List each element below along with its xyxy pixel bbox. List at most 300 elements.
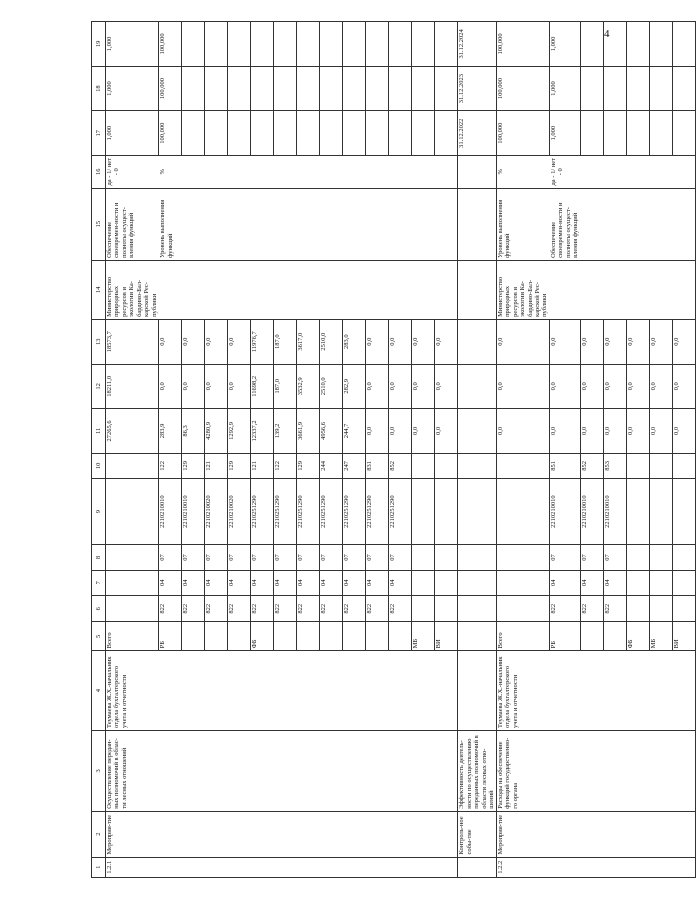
table-cell — [412, 595, 435, 622]
table-cell — [251, 857, 274, 877]
table-cell — [435, 479, 458, 545]
table-cell: 0,0 — [626, 409, 649, 454]
table-cell: 4280,9 — [205, 409, 228, 454]
table-cell — [649, 155, 672, 188]
table-cell — [205, 260, 228, 319]
table-row — [274, 22, 297, 878]
table-cell — [549, 811, 580, 857]
table-row — [228, 22, 251, 878]
table-cell — [228, 811, 251, 857]
table-cell: 04 — [228, 570, 251, 595]
table-cell — [435, 545, 458, 570]
table-cell: 0,0 — [549, 319, 580, 364]
table-cell: 2510,0 — [320, 319, 343, 364]
table-cell: 31.12.2022 — [458, 111, 496, 156]
table-cell — [205, 857, 228, 877]
table-cell — [106, 595, 159, 622]
table-cell — [412, 545, 435, 570]
table-cell: 07 — [251, 545, 274, 570]
table-cell: 851 — [549, 453, 580, 478]
table-cell — [274, 651, 297, 731]
table-row — [672, 22, 695, 878]
table-cell: Всего — [496, 622, 549, 651]
table-cell — [182, 155, 205, 188]
table-cell: 04 — [159, 570, 182, 595]
table-cell — [603, 651, 626, 731]
table-cell — [649, 595, 672, 622]
table-cell — [458, 155, 496, 188]
column-number: 18 — [92, 66, 106, 111]
table-cell — [672, 595, 695, 622]
column-number: 9 — [92, 479, 106, 545]
table-cell: 04 — [182, 570, 205, 595]
table-cell: 07 — [549, 545, 580, 570]
table-cell — [274, 155, 297, 188]
table-cell: 822 — [389, 595, 412, 622]
table-cell — [435, 111, 458, 156]
table-cell — [603, 66, 626, 111]
table-cell: 07 — [182, 545, 205, 570]
table-cell: Эффективность деятель-ности по осуществлению переданных полномочий в области лесных отно-шений — [458, 730, 496, 811]
table-cell — [297, 66, 320, 111]
table-cell: 0,0 — [389, 319, 412, 364]
column-number: 4 — [92, 651, 106, 731]
table-cell — [205, 155, 228, 188]
table-cell: 04 — [389, 570, 412, 595]
table-row — [182, 22, 205, 878]
table-cell — [603, 155, 626, 188]
table-cell: Теумаева Ж.Х.-начальник отдела бухгалтерского учета и отчетности — [496, 651, 549, 731]
table-cell — [228, 66, 251, 111]
table-cell — [182, 730, 205, 811]
table-row — [106, 22, 159, 878]
table-cell: 2210210010 — [549, 479, 580, 545]
table-cell: 822 — [297, 595, 320, 622]
table-cell — [603, 188, 626, 260]
table-cell — [649, 651, 672, 731]
table-cell: 244 — [320, 453, 343, 478]
table-cell — [274, 66, 297, 111]
table-cell: Расходы на обеспечение функций государственно-го органа — [496, 730, 549, 811]
table-cell: 1292,9 — [228, 409, 251, 454]
table-cell — [672, 479, 695, 545]
table-cell — [297, 622, 320, 651]
table-cell: 1,000 — [549, 66, 580, 111]
table-cell: 0,0 — [672, 409, 695, 454]
table-cell — [672, 111, 695, 156]
table-cell — [626, 66, 649, 111]
table-cell: РБ — [159, 622, 182, 651]
table-cell — [205, 622, 228, 651]
table-cell: 2210251290 — [343, 479, 366, 545]
table-cell — [626, 730, 649, 811]
table-cell: 100,000 — [159, 111, 182, 156]
table-cell — [412, 111, 435, 156]
table-cell: да - 1/ нет - 0 — [106, 155, 159, 188]
table-cell: 0,0 — [672, 319, 695, 364]
table-cell — [182, 651, 205, 731]
table-cell — [389, 66, 412, 111]
table-cell: 100,000 — [496, 111, 549, 156]
table-cell: 852 — [389, 453, 412, 478]
table-cell: 129 — [297, 453, 320, 478]
table-cell: 0,0 — [580, 409, 603, 454]
table-cell — [496, 479, 549, 545]
table-cell: 0,0 — [649, 319, 672, 364]
table-cell: 07 — [389, 545, 412, 570]
table-cell: 2210210010 — [159, 479, 182, 545]
table-cell — [626, 857, 649, 877]
table-cell — [182, 188, 205, 260]
table-cell — [366, 188, 389, 260]
table-cell — [435, 66, 458, 111]
table-cell — [672, 545, 695, 570]
table-cell — [672, 570, 695, 595]
table-cell: 0,0 — [389, 409, 412, 454]
table-cell: 31.12.2024 — [458, 22, 496, 67]
table-cell — [297, 260, 320, 319]
table-cell — [320, 22, 343, 67]
table-cell: 07 — [580, 545, 603, 570]
table-cell: 853 — [603, 453, 626, 478]
table-cell: 0,0 — [496, 364, 549, 409]
table-cell — [626, 188, 649, 260]
table-cell — [274, 857, 297, 877]
table-cell — [580, 22, 603, 67]
table-cell — [343, 811, 366, 857]
table-cell: 0,0 — [580, 364, 603, 409]
table-cell: 852 — [580, 453, 603, 478]
table-cell — [458, 857, 496, 877]
table-cell — [496, 570, 549, 595]
table-cell: 822 — [274, 595, 297, 622]
table-cell — [343, 730, 366, 811]
table-cell: 187,0 — [274, 319, 297, 364]
table-row — [603, 22, 626, 878]
table-cell — [366, 260, 389, 319]
table-cell — [228, 260, 251, 319]
table-cell: 100,000 — [496, 66, 549, 111]
table-cell: 27265,6 — [106, 409, 159, 454]
table-cell: 822 — [343, 595, 366, 622]
table-row — [320, 22, 343, 878]
table-cell: ВИ — [672, 622, 695, 651]
table-cell — [458, 260, 496, 319]
table-cell — [603, 22, 626, 67]
column-number: 1 — [92, 857, 106, 877]
table-cell — [320, 730, 343, 811]
table-cell — [205, 188, 228, 260]
column-number: 10 — [92, 453, 106, 478]
table-cell — [205, 111, 228, 156]
table-cell — [366, 22, 389, 67]
table-cell: 822 — [205, 595, 228, 622]
table-row — [343, 22, 366, 878]
table-cell: 0,0 — [626, 319, 649, 364]
table-cell: 822 — [549, 595, 580, 622]
table-cell: Министерство природных ресурсов и экологии Ка-бардино-Бал-карской Рес-публики — [496, 260, 549, 319]
table-cell: 4956,6 — [320, 409, 343, 454]
table-cell: 822 — [228, 595, 251, 622]
table-cell — [274, 811, 297, 857]
table-row — [458, 22, 496, 878]
table-cell — [389, 811, 412, 857]
table-cell — [228, 857, 251, 877]
table-cell — [320, 651, 343, 731]
table-cell — [458, 479, 496, 545]
table-cell — [649, 260, 672, 319]
table-cell — [412, 188, 435, 260]
table-cell — [251, 155, 274, 188]
table-cell: 1,000 — [549, 22, 580, 67]
table-cell — [182, 66, 205, 111]
column-number: 16 — [92, 155, 106, 188]
table-cell: 86,3 — [182, 409, 205, 454]
table-cell — [435, 155, 458, 188]
table-cell: ВИ — [435, 622, 458, 651]
table-cell — [649, 66, 672, 111]
table-cell — [435, 188, 458, 260]
table-cell — [159, 811, 182, 857]
table-cell: Уровень выполнения функций — [496, 188, 549, 260]
table-row — [205, 22, 228, 878]
column-number: 2 — [92, 811, 106, 857]
table-cell: 07 — [366, 545, 389, 570]
table-cell: 11976,7 — [251, 319, 274, 364]
table-cell — [412, 155, 435, 188]
table-cell — [549, 651, 580, 731]
table-cell — [435, 570, 458, 595]
table-cell — [205, 811, 228, 857]
column-number: 11 — [92, 409, 106, 454]
table-cell — [580, 730, 603, 811]
table-cell — [435, 651, 458, 731]
table-cell — [251, 111, 274, 156]
table-cell: 1.2.2 — [496, 857, 549, 877]
table-cell — [343, 111, 366, 156]
table-cell — [205, 730, 228, 811]
table-cell — [603, 260, 626, 319]
table-cell — [274, 622, 297, 651]
table-cell — [274, 22, 297, 67]
table-cell — [580, 155, 603, 188]
table-cell: 2210210010 — [182, 479, 205, 545]
table-cell — [205, 651, 228, 731]
table-cell — [672, 453, 695, 478]
table-cell: 18573,7 — [106, 319, 159, 364]
table-cell: 0,0 — [412, 409, 435, 454]
table-cell — [297, 188, 320, 260]
table-cell — [549, 260, 580, 319]
table-cell: 0,0 — [549, 409, 580, 454]
table-cell — [626, 595, 649, 622]
table-cell — [672, 155, 695, 188]
table-cell — [458, 409, 496, 454]
table-cell: 2210251290 — [297, 479, 320, 545]
table-cell: 122 — [159, 453, 182, 478]
table-row — [297, 22, 320, 878]
table-cell — [366, 857, 389, 877]
table-cell: 100,000 — [496, 22, 549, 67]
table-cell: Уровень выполнения функций — [159, 188, 182, 260]
page-number: 4 — [604, 28, 610, 40]
table-cell — [320, 622, 343, 651]
table-cell: 3532,9 — [297, 364, 320, 409]
table-cell — [580, 857, 603, 877]
table-cell — [228, 651, 251, 731]
table-cell: 1,000 — [106, 111, 159, 156]
table-cell — [366, 730, 389, 811]
table-cell — [274, 260, 297, 319]
table-cell — [343, 651, 366, 731]
table-cell: 04 — [580, 570, 603, 595]
table-cell — [320, 66, 343, 111]
table-cell: РБ — [549, 622, 580, 651]
table-cell: 04 — [366, 570, 389, 595]
table-cell: 244,7 — [343, 409, 366, 454]
table-cell: МБ — [412, 622, 435, 651]
table-cell — [626, 811, 649, 857]
table-cell — [106, 545, 159, 570]
table-cell: 2210251290 — [274, 479, 297, 545]
table-cell — [182, 622, 205, 651]
table-cell — [649, 453, 672, 478]
table-cell — [251, 730, 274, 811]
column-number: 17 — [92, 111, 106, 156]
table-cell — [389, 730, 412, 811]
table-cell: 0,0 — [626, 364, 649, 409]
column-number: 3 — [92, 730, 106, 811]
table-cell — [412, 66, 435, 111]
table-cell — [672, 260, 695, 319]
column-number: 14 — [92, 260, 106, 319]
table-cell — [389, 22, 412, 67]
table-cell: 2210210020 — [205, 479, 228, 545]
table-cell: МБ — [649, 622, 672, 651]
table-cell: 282,9 — [343, 364, 366, 409]
table-cell: 0,0 — [366, 409, 389, 454]
table-cell — [580, 622, 603, 651]
table-cell — [274, 111, 297, 156]
table-cell — [458, 622, 496, 651]
table-cell — [435, 730, 458, 811]
table-cell — [435, 857, 458, 877]
table-cell — [649, 479, 672, 545]
table-cell: 04 — [297, 570, 320, 595]
table-cell — [366, 622, 389, 651]
table-cell — [228, 730, 251, 811]
table-cell — [228, 622, 251, 651]
table-cell — [343, 857, 366, 877]
table-cell — [435, 595, 458, 622]
table-cell — [320, 188, 343, 260]
table-cell — [182, 811, 205, 857]
table-cell — [626, 651, 649, 731]
column-number: 12 — [92, 364, 106, 409]
table-cell — [672, 730, 695, 811]
table-cell — [251, 188, 274, 260]
table-cell — [549, 730, 580, 811]
table-cell — [366, 111, 389, 156]
table-cell: 0,0 — [672, 364, 695, 409]
table-cell: 3617,0 — [297, 319, 320, 364]
table-cell: 2210251290 — [320, 479, 343, 545]
table-cell — [182, 260, 205, 319]
table-cell — [343, 188, 366, 260]
table-cell: 0,0 — [412, 319, 435, 364]
table-cell — [412, 857, 435, 877]
table-cell — [228, 22, 251, 67]
table-cell: 283,9 — [159, 409, 182, 454]
table-cell — [672, 651, 695, 731]
table-cell: 0,0 — [389, 364, 412, 409]
table-cell: Обеспечение своевремен-ности и полноты осущест-вления функций — [106, 188, 159, 260]
table-cell: 07 — [228, 545, 251, 570]
table-cell: 2210210010 — [580, 479, 603, 545]
table-cell — [343, 260, 366, 319]
table-cell — [626, 260, 649, 319]
table-cell — [251, 651, 274, 731]
table-cell: 0,0 — [603, 364, 626, 409]
table-cell — [580, 188, 603, 260]
table-cell — [496, 545, 549, 570]
table-row — [496, 22, 549, 878]
table-cell: 2210251290 — [251, 479, 274, 545]
table-cell — [389, 111, 412, 156]
table-cell — [626, 479, 649, 545]
table-cell — [343, 155, 366, 188]
table-cell: 0,0 — [228, 319, 251, 364]
table-cell: Мероприя-тие — [496, 811, 549, 857]
table-cell: 0,0 — [649, 364, 672, 409]
table-cell — [297, 857, 320, 877]
table-cell — [251, 811, 274, 857]
table-cell — [297, 811, 320, 857]
table-row — [412, 22, 435, 878]
table-cell: Контроль-ное собы-тие — [458, 811, 496, 857]
table-cell — [320, 811, 343, 857]
table-cell — [603, 111, 626, 156]
table-cell: 1,000 — [106, 66, 159, 111]
table-cell — [182, 22, 205, 67]
table-cell: % — [159, 155, 182, 188]
table-cell — [603, 857, 626, 877]
table-cell — [626, 453, 649, 478]
table-cell — [458, 319, 496, 364]
table-cell: 822 — [320, 595, 343, 622]
table-cell — [228, 188, 251, 260]
table-cell: 04 — [320, 570, 343, 595]
table-cell: 0,0 — [580, 319, 603, 364]
table-cell: 831 — [366, 453, 389, 478]
table-cell — [159, 857, 182, 877]
table-cell: 2510,0 — [320, 364, 343, 409]
table-cell — [320, 111, 343, 156]
table-cell — [412, 260, 435, 319]
table-cell — [672, 811, 695, 857]
table-cell — [649, 111, 672, 156]
table-cell — [458, 570, 496, 595]
table-cell: 07 — [274, 545, 297, 570]
table-cell — [412, 651, 435, 731]
table-cell — [274, 188, 297, 260]
table-cell — [366, 651, 389, 731]
table-cell: 0,0 — [603, 409, 626, 454]
table-row — [389, 22, 412, 878]
table-cell — [496, 453, 549, 478]
table-cell: 0,0 — [435, 409, 458, 454]
table-cell — [412, 730, 435, 811]
